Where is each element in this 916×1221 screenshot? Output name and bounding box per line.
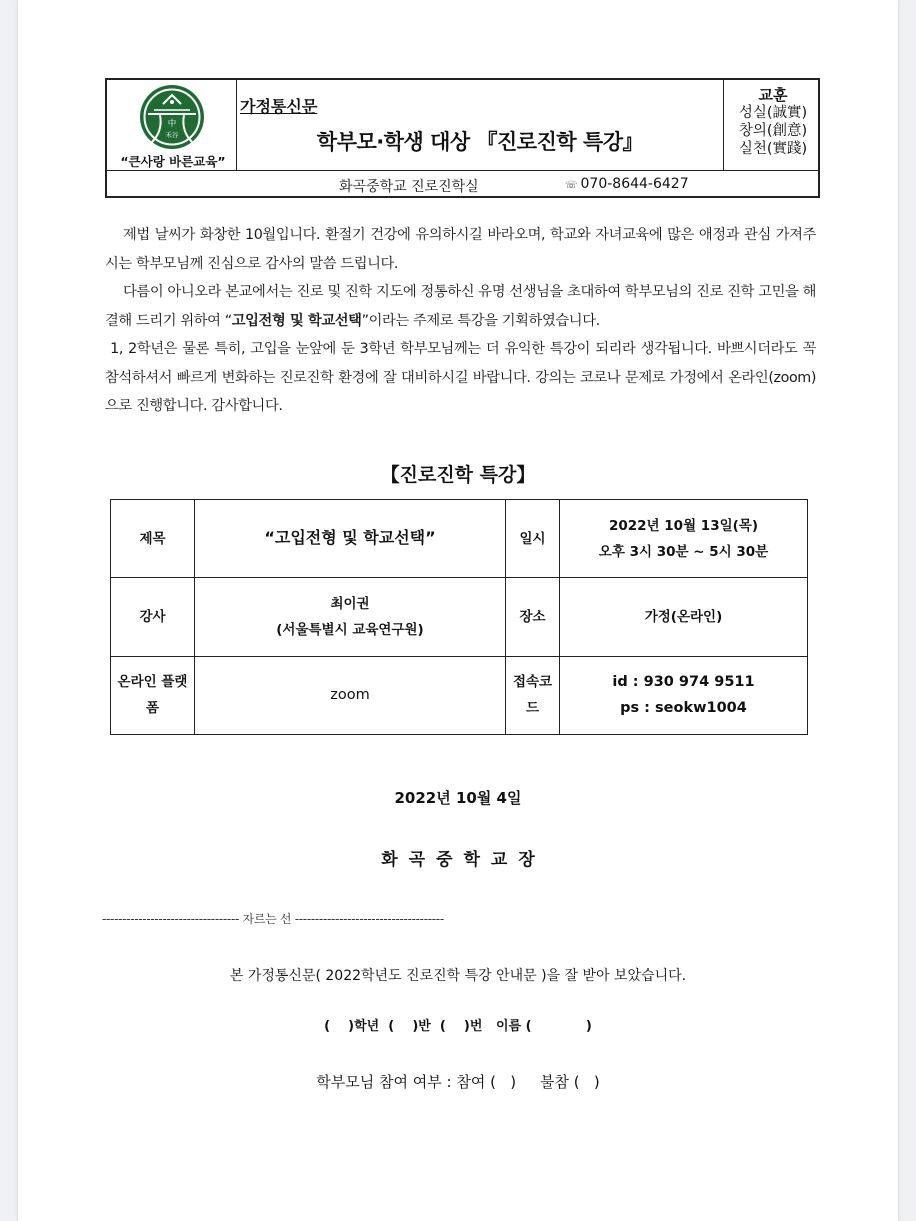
subject-label: 제목 bbox=[111, 500, 195, 578]
lecture-time: 오후 3시 30분 ~ 5시 30분 bbox=[598, 543, 769, 560]
office-phone bbox=[565, 176, 689, 192]
document-kind: 가정통신문 bbox=[240, 97, 318, 116]
document-title: 학부모·학생 대상 『진로진학 특강』 bbox=[316, 130, 644, 154]
cut-line: ---------------------------------- 자르는 선 ------------------------------------- bbox=[102, 912, 444, 926]
letter-text: ”이라는 주제로 특강을 기획하였습니다. bbox=[361, 312, 600, 329]
school-creed bbox=[725, 86, 821, 158]
access-code-label: 접속코드 bbox=[506, 656, 560, 734]
subject-value: “고입전형 및 학교선택” bbox=[195, 500, 506, 578]
student-info-blanks: ( )학년 ( )반 ( )번 이름 ( ) bbox=[324, 1019, 592, 1034]
lecture-info-table bbox=[110, 499, 808, 735]
letter-paragraph: 제법 날씨가 화창한 10월입니다. 환절기 건강에 유의하시길 바라오며, 학교와 자녀교육에 많은 애정과 관심 가져주시는 학부모님께 진심으로 감사의 말씀 드립니다. bbox=[105, 227, 816, 272]
creed-item: 창의(創意) bbox=[738, 123, 808, 139]
creed-item: 실천(實踐) bbox=[738, 141, 808, 157]
header-divider bbox=[107, 170, 818, 171]
place-label: 장소 bbox=[506, 578, 560, 656]
header-divider bbox=[236, 80, 237, 170]
attendance-choice: 학부모님 참여 여부 : 참여 ( ) 불참 ( ) bbox=[316, 1073, 600, 1091]
section-title: 【진로진학 특강】 bbox=[380, 464, 536, 486]
meeting-id: id : 930 974 9511 bbox=[612, 674, 755, 691]
place-value: 가정(온라인) bbox=[560, 578, 808, 656]
speaker-value bbox=[195, 578, 506, 656]
speaker-org: (서울특별시 교육연구원) bbox=[276, 621, 424, 638]
datetime-value bbox=[560, 500, 808, 578]
meeting-password: ps : seokw1004 bbox=[620, 700, 747, 717]
creed-heading: 교훈 bbox=[758, 86, 788, 104]
platform-value: zoom bbox=[195, 656, 506, 734]
school-emblem-icon bbox=[139, 84, 205, 150]
letter-paragraph bbox=[105, 278, 816, 335]
letter-body bbox=[105, 221, 816, 421]
speaker-name: 최이권 bbox=[330, 595, 370, 612]
letter-paragraph bbox=[105, 335, 816, 421]
office-name: 화곡중학교 진로진학실 bbox=[339, 179, 479, 195]
access-code-value bbox=[560, 656, 808, 734]
header-divider bbox=[723, 80, 724, 170]
letter-text: 1, 2학년은 물론 특히, 고입을 눈앞에 둔 3학년 학부모님께는 더 유익한 특강이 되리라 생각됩니다. 바쁘시더라도 꼭 참석하셔서 빠르게 변화하는 진로진학 환경에 잘 대비하시길 바랍니다. 강의는 코로나 문제로 가정에서 온라인(zoom)으로 진행합니다. 감사합니다. bbox=[105, 341, 816, 414]
platform-label: 온라인 플랫폼 bbox=[111, 656, 195, 734]
principal-signature: 화곡중학교장 bbox=[381, 850, 546, 870]
emblem-text: 禾谷 bbox=[165, 131, 179, 139]
letter-text: 다름이 아니오라 본교에서는 진로 및 진학 지도에 정통하신 유명 선생님을 초대하여 학부모님의 진로 진학 고민을 해결해 드리기 위하여 “ bbox=[105, 284, 816, 329]
receipt-confirmation: 본 가정통신문( 2022학년도 진로진학 특강 안내문 )을 잘 받아 보았습니다. bbox=[229, 968, 687, 984]
lecture-date: 2022년 10월 13일(목) bbox=[608, 517, 759, 534]
lecture-topic: 고입전형 및 학교선택 bbox=[231, 312, 362, 329]
phone-icon: ☏ bbox=[565, 180, 578, 191]
school-motto: “큰사랑 바른교육” bbox=[120, 154, 226, 169]
creed-item: 성실(誠實) bbox=[738, 105, 808, 121]
emblem-text: 中 bbox=[167, 119, 177, 129]
datetime-label: 일시 bbox=[506, 500, 560, 578]
phone-number: 070-8644-6427 bbox=[580, 176, 689, 192]
speaker-label: 강사 bbox=[111, 578, 195, 656]
issue-date: 2022년 10월 4일 bbox=[394, 789, 522, 807]
newsletter-header bbox=[105, 78, 820, 198]
